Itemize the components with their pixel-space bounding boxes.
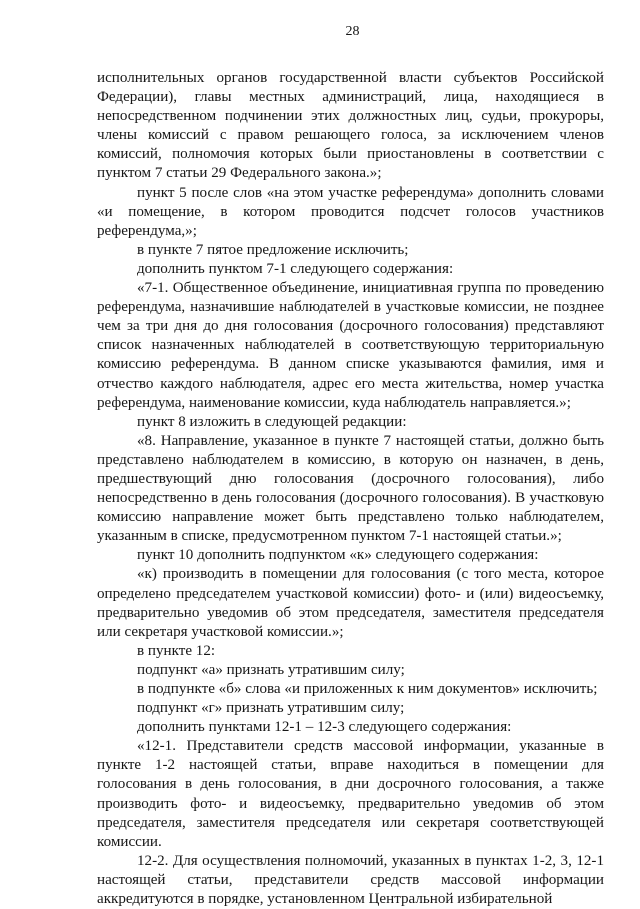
paragraph: дополнить пунктами 12-1 – 12-3 следующего содержания:	[137, 719, 512, 736]
paragraph: дополнить пунктом 7-1 следующего содержания:	[137, 260, 454, 277]
paragraph: подпункт «г» признать утратившим силу;	[137, 700, 405, 717]
paragraph-quote: «7-1. Общественное объединение, инициативная группа по проведению референдума, назначившие наблюдателей в участковые комиссии, не позднее чем за три дня до дня голосования (досрочного голосования) представляют список назначенных наблюдателей в соответствующую территориальную комиссию референдума. В данном списке указываются фамилия, имя и отчество каждого наблюдателя, адрес его места жительства, номер участка референдума, наименование комиссии, куда наблюдатель направляется.»;	[97, 280, 604, 411]
paragraph-quote: «12-1. Представители средств массовой информации, указанные в пункте 1-2 настоящей статьи, вправе находиться в помещении для голосования в день голосования, в дни досрочного голосования, а также производить фото- и видеосъемку, предварительно уведомив об этом председателя, заместителя председателя или секретаря соответствующей комиссии.	[97, 738, 604, 850]
paragraph: подпункт «а» признать утратившим силу;	[137, 661, 405, 678]
paragraph: пункт 10 дополнить подпунктом «к» следующего содержания:	[137, 547, 539, 564]
paragraph: пункт 8 изложить в следующей редакции:	[137, 413, 407, 430]
paragraph: 12-2. Для осуществления полномочий, указанных в пунктах 1-2, 3, 12-1 настоящей статьи, представители средств массовой информации аккредитуются в порядке, установленном Центральной избирательной	[97, 852, 604, 908]
paragraph-quote: «8. Направление, указанное в пункте 7 настоящей статьи, должно быть представлено наблюдателем в комиссию, в которую он назначен, в день, предшествующий дню голосования (досрочного голосования), либо непосредственно в день голосования (досрочного голосования). В участковую комиссию направление может быть представлено только наблюдателем, указанным в списке, предусмотренном пунктом 7-1 настоящей статьи.»;	[97, 432, 604, 545]
paragraph: в пункте 12:	[137, 642, 216, 659]
paragraph: в пункте 7 пятое предложение исключить;	[137, 241, 409, 258]
page-number: 28	[345, 24, 360, 39]
paragraph: пункт 5 после слов «на этом участке референдума» дополнить словами «и помещение, в котором проводится подсчет голосов участников референдума,»;	[97, 184, 604, 239]
paragraph: в подпункте «б» слова «и приложенных к ним документов» исключить;	[137, 681, 598, 697]
paragraph-quote: «к) производить в помещении для голосования (с того места, которое определено председателем участковой комиссии) фото- и (или) видеосъемку, предварительно уведомив об этом председателя, заместителя председателя или секретаря участковой комиссии.»;	[97, 566, 604, 640]
document-body	[97, 69, 604, 909]
paragraph-continuation: исполнительных органов государственной власти субъектов Российской Федерации), главы местных администраций, лица, находящиеся в непосредственном подчинении этих должностных лиц, судьи, прокуроры, члены комиссий с правом решающего голоса, за исключением членов комиссий, полномочия которых были приостановлены в соответствии с пунктом 7 статьи 29 Федерального закона.»;	[97, 70, 604, 182]
